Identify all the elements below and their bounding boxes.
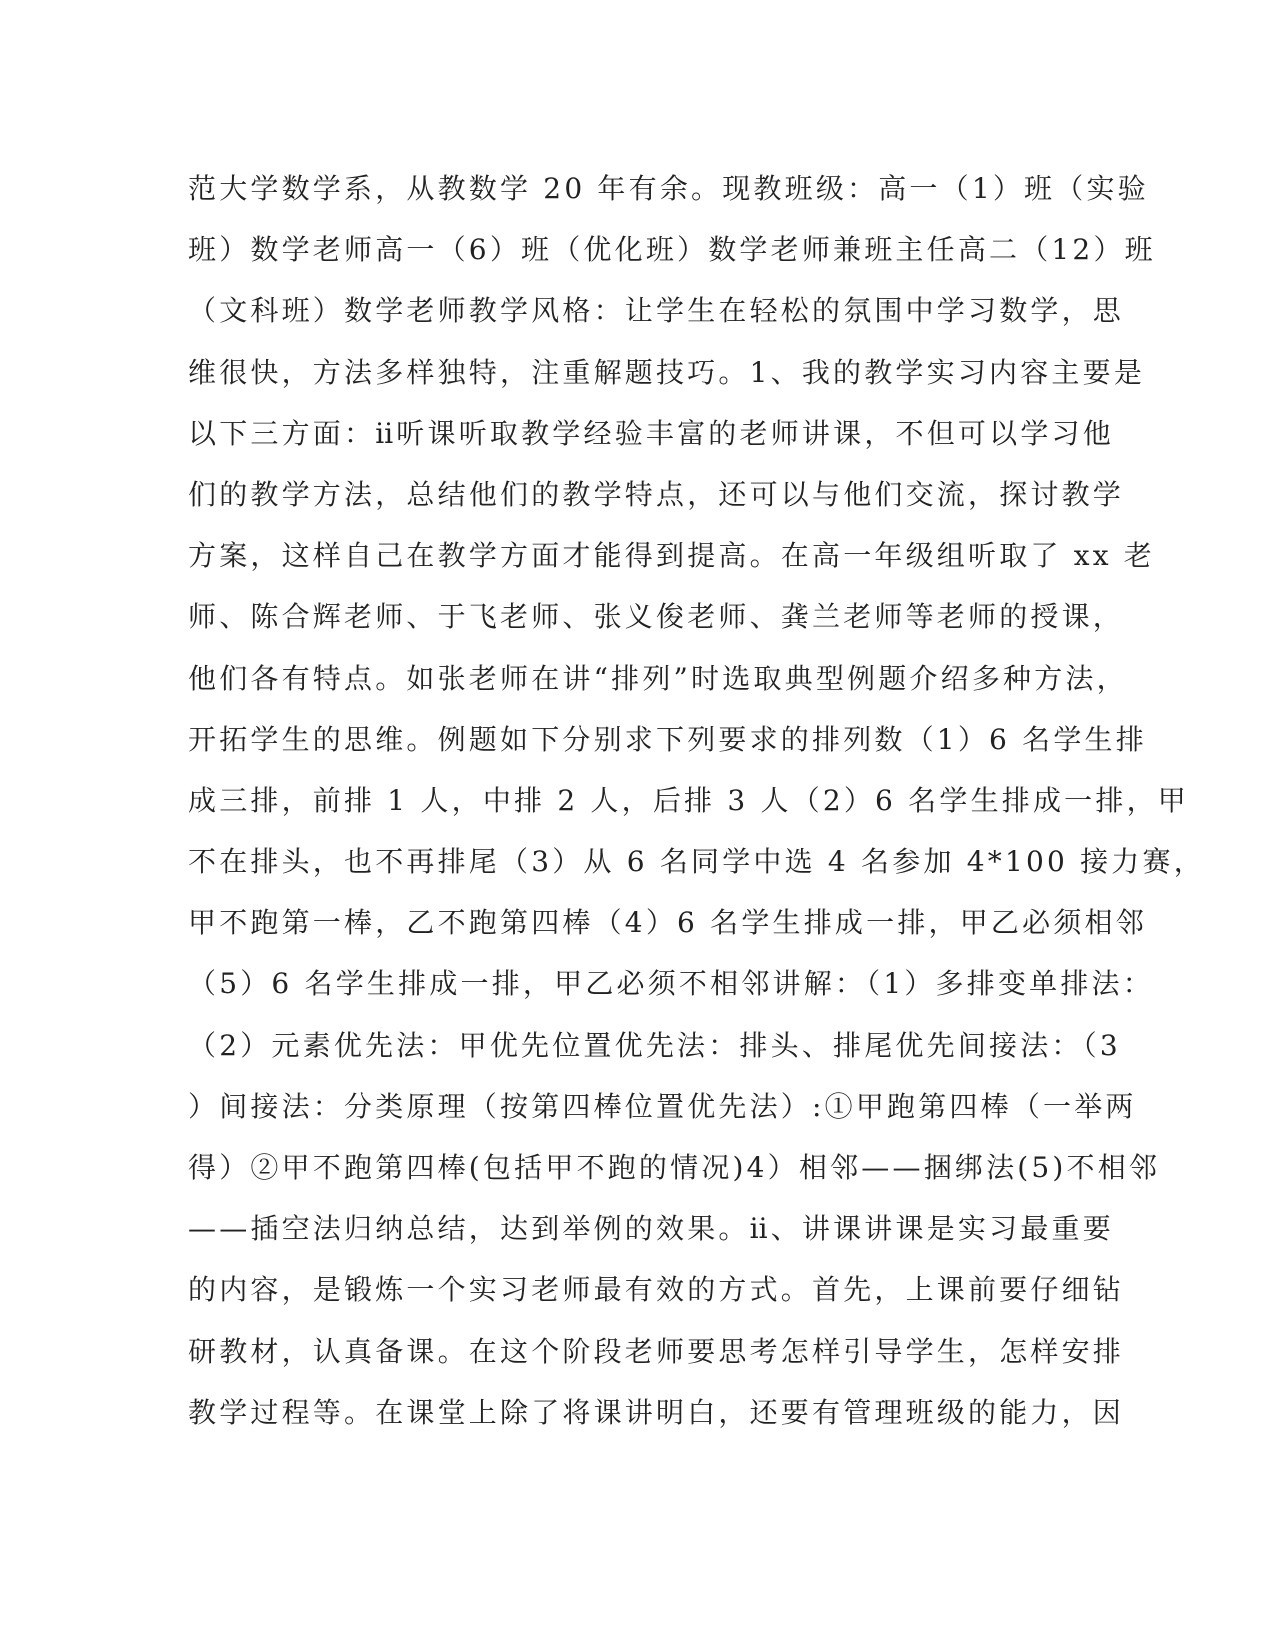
text-line: 他们各有特点。如张老师在讲“排列”时选取典型例题介绍多种方法， [188, 661, 1128, 695]
text-line: 成三排，前排 1 人，中排 2 人，后排 3 人（2）6 名学生排成一排，甲 [188, 783, 1189, 817]
text-line: 的内容，是锻炼一个实习老师最有效的方式。首先，上课前要仔细钻 [188, 1273, 1125, 1307]
text-line: 范大学数学系，从教数学 20 年有余。现教班级：高一（1）班（实验 [188, 172, 1149, 205]
text-line: 不在排头，也不再排尾（3）从 6 名同学中选 4 名参加 4*100 接力赛， [188, 845, 1205, 879]
text-line: 开拓学生的思维。例题如下分别求下列要求的排列数（1）6 名学生排 [188, 722, 1147, 756]
text-line: 教学过程等。在课堂上除了将课讲明白，还要有管理班级的能力，因 [188, 1395, 1125, 1429]
text-line: 师、陈合辉老师、于飞老师、张义俊老师、龚兰老师等老师的授课， [188, 600, 1125, 634]
body-text [188, 158, 1205, 1443]
text-line: 得）②甲不跑第四棒(包括甲不跑的情况)4）相邻——捆绑法(5)不相邻 [188, 1151, 1161, 1184]
text-line: 们的教学方法，总结他们的教学特点，还可以与他们交流，探讨教学 [188, 477, 1125, 511]
text-line: 班）数学老师高一（6）班（优化班）数学老师兼班主任高二（12）班 [188, 233, 1156, 267]
text-line: ——插空法归纳总结，达到举例的效果。ⅱ、讲课讲课是实习最重要 [188, 1212, 1114, 1246]
text-line: ）间接法：分类原理（按第四棒位置优先法）:①甲跑第四棒（一举两 [188, 1089, 1137, 1123]
text-line: 研教材，认真备课。在这个阶段老师要思考怎样引导学生，怎样安排 [188, 1334, 1125, 1368]
text-line: 维很快，方法多样独特，注重解题技巧。1、我的教学实习内容主要是 [188, 355, 1146, 389]
text-line: 甲不跑第一棒，乙不跑第四棒（4）6 名学生排成一排，甲乙必须相邻 [188, 906, 1147, 940]
text-line: （2）元素优先法：甲优先位置优先法：排头、排尾优先间接法：（3 [188, 1028, 1121, 1062]
text-line: 以下三方面：ⅱ听课听取教学经验丰富的老师讲课，不但可以学习他 [188, 416, 1114, 450]
text-line: （文科班）数学老师教学风格：让学生在轻松的氛围中学习数学，思 [188, 294, 1125, 328]
text-line: 方案，这样自己在教学方面才能得到提高。在高一年级组听取了 xx 老 [188, 539, 1155, 573]
text-line: （5）6 名学生排成一排，甲乙必须不相邻讲解：（1）多排变单排法： [188, 967, 1154, 1001]
